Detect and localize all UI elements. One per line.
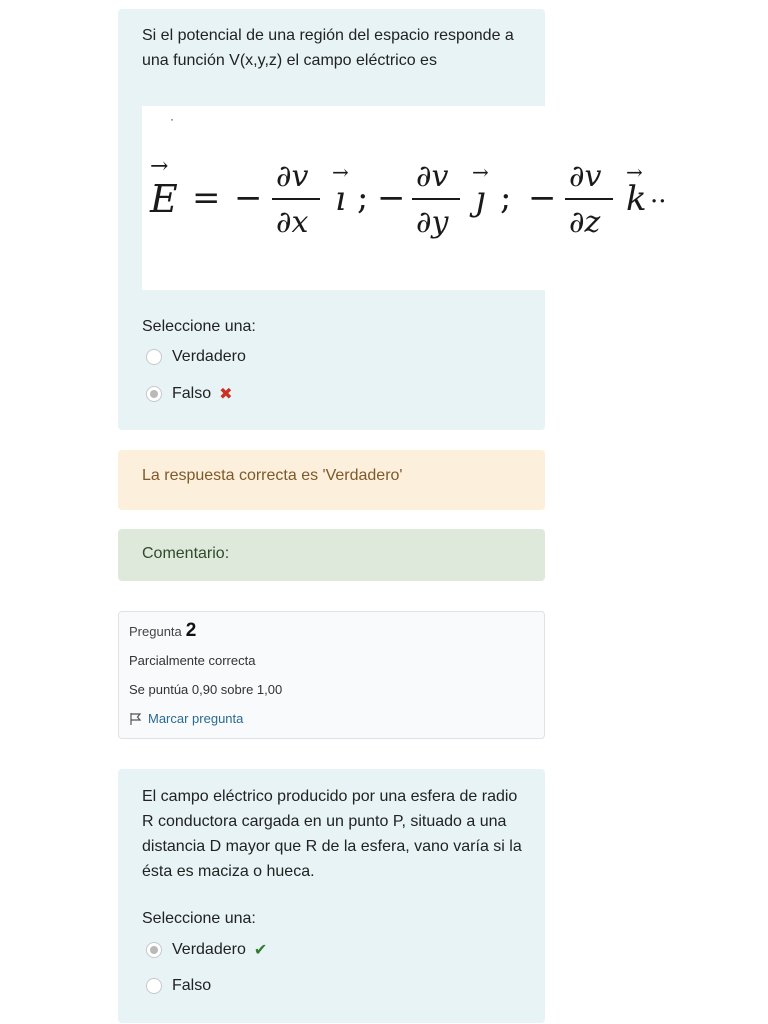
formula-dv-1: ∂v — [276, 159, 309, 194]
incorrect-icon: ✖ — [219, 386, 233, 403]
question-number-label — [129, 620, 196, 642]
formula-dz: ∂z — [569, 205, 601, 240]
flag-question-link[interactable] — [129, 711, 243, 726]
radio-unchecked[interactable] — [146, 349, 162, 365]
question-1-card — [118, 9, 667, 430]
formula-trailing-dots: ·· — [650, 187, 667, 217]
select-label-q1: Seleccione una: — [142, 318, 256, 335]
formula-sep-2: ; — [500, 178, 512, 218]
question-state: Parcialmente correcta — [129, 653, 256, 668]
flag-question-label[interactable]: Marcar pregunta — [148, 711, 244, 726]
radio-checked[interactable] — [146, 942, 162, 958]
question-1-text: Si el potencial de una región del espacio responde a una función V(x,y,z) el campo eléctrico es — [142, 27, 514, 69]
formula-i-arrow: → — [332, 160, 349, 184]
option-falso-q1[interactable] — [146, 383, 233, 405]
formula-dv-3: ∂v — [569, 159, 602, 194]
formula-dv-2: ∂v — [416, 159, 449, 194]
option-falso-q2[interactable] — [146, 975, 211, 997]
formula-equals: = — [192, 178, 221, 218]
select-label-q2: Seleccione una: — [142, 910, 256, 927]
question-2-card — [118, 769, 545, 1023]
right-answer-box — [118, 450, 545, 510]
question-number: 2 — [185, 620, 197, 641]
option-label: Falso — [172, 977, 212, 994]
formula-k-arrow: → — [626, 160, 643, 184]
formula-k: k — [626, 179, 647, 219]
formula-j-arrow: → — [472, 160, 489, 184]
formula-E: E — [150, 177, 178, 221]
formula-dy: ∂y — [416, 205, 449, 240]
formula-dx: ∂x — [276, 205, 309, 240]
formula-j: ȷ — [475, 179, 486, 219]
right-answer-text: La respuesta correcta es 'Verdadero' — [142, 467, 403, 484]
formula-dot: · — [170, 112, 174, 126]
question-2-info — [118, 611, 545, 739]
question-grade: Se puntúa 0,90 sobre 1,00 — [129, 682, 283, 697]
option-label: Falso — [172, 385, 212, 402]
radio-checked[interactable] — [146, 386, 162, 402]
correct-icon: ✔ — [253, 942, 268, 959]
flag-icon — [129, 712, 143, 726]
formula-i: ı — [335, 179, 346, 219]
formula-box — [142, 106, 667, 290]
formula-minus-1: − — [234, 178, 263, 218]
option-label: Verdadero — [172, 941, 246, 958]
formula-E-arrow: → — [150, 154, 169, 179]
question-2-text: El campo eléctrico producido por una esfera de radio R conductora cargada en un punto P, situado a una distancia D mayor que R de la esfera, vano varía si la ésta es maciza o hueca. — [142, 788, 522, 880]
option-verdadero-q1[interactable] — [146, 346, 246, 368]
formula-sep-1: ; — [357, 178, 369, 218]
option-label: Verdadero — [172, 348, 246, 365]
formula-minus-3: − — [528, 178, 557, 218]
comment-label: Comentario: — [142, 545, 230, 562]
question-label-text: Pregunta — [129, 624, 182, 639]
electric-field-formula — [142, 106, 702, 290]
radio-unchecked[interactable] — [146, 978, 162, 994]
option-verdadero-q2[interactable] — [146, 939, 267, 961]
comment-box — [118, 529, 545, 581]
formula-minus-2: − — [377, 178, 406, 218]
